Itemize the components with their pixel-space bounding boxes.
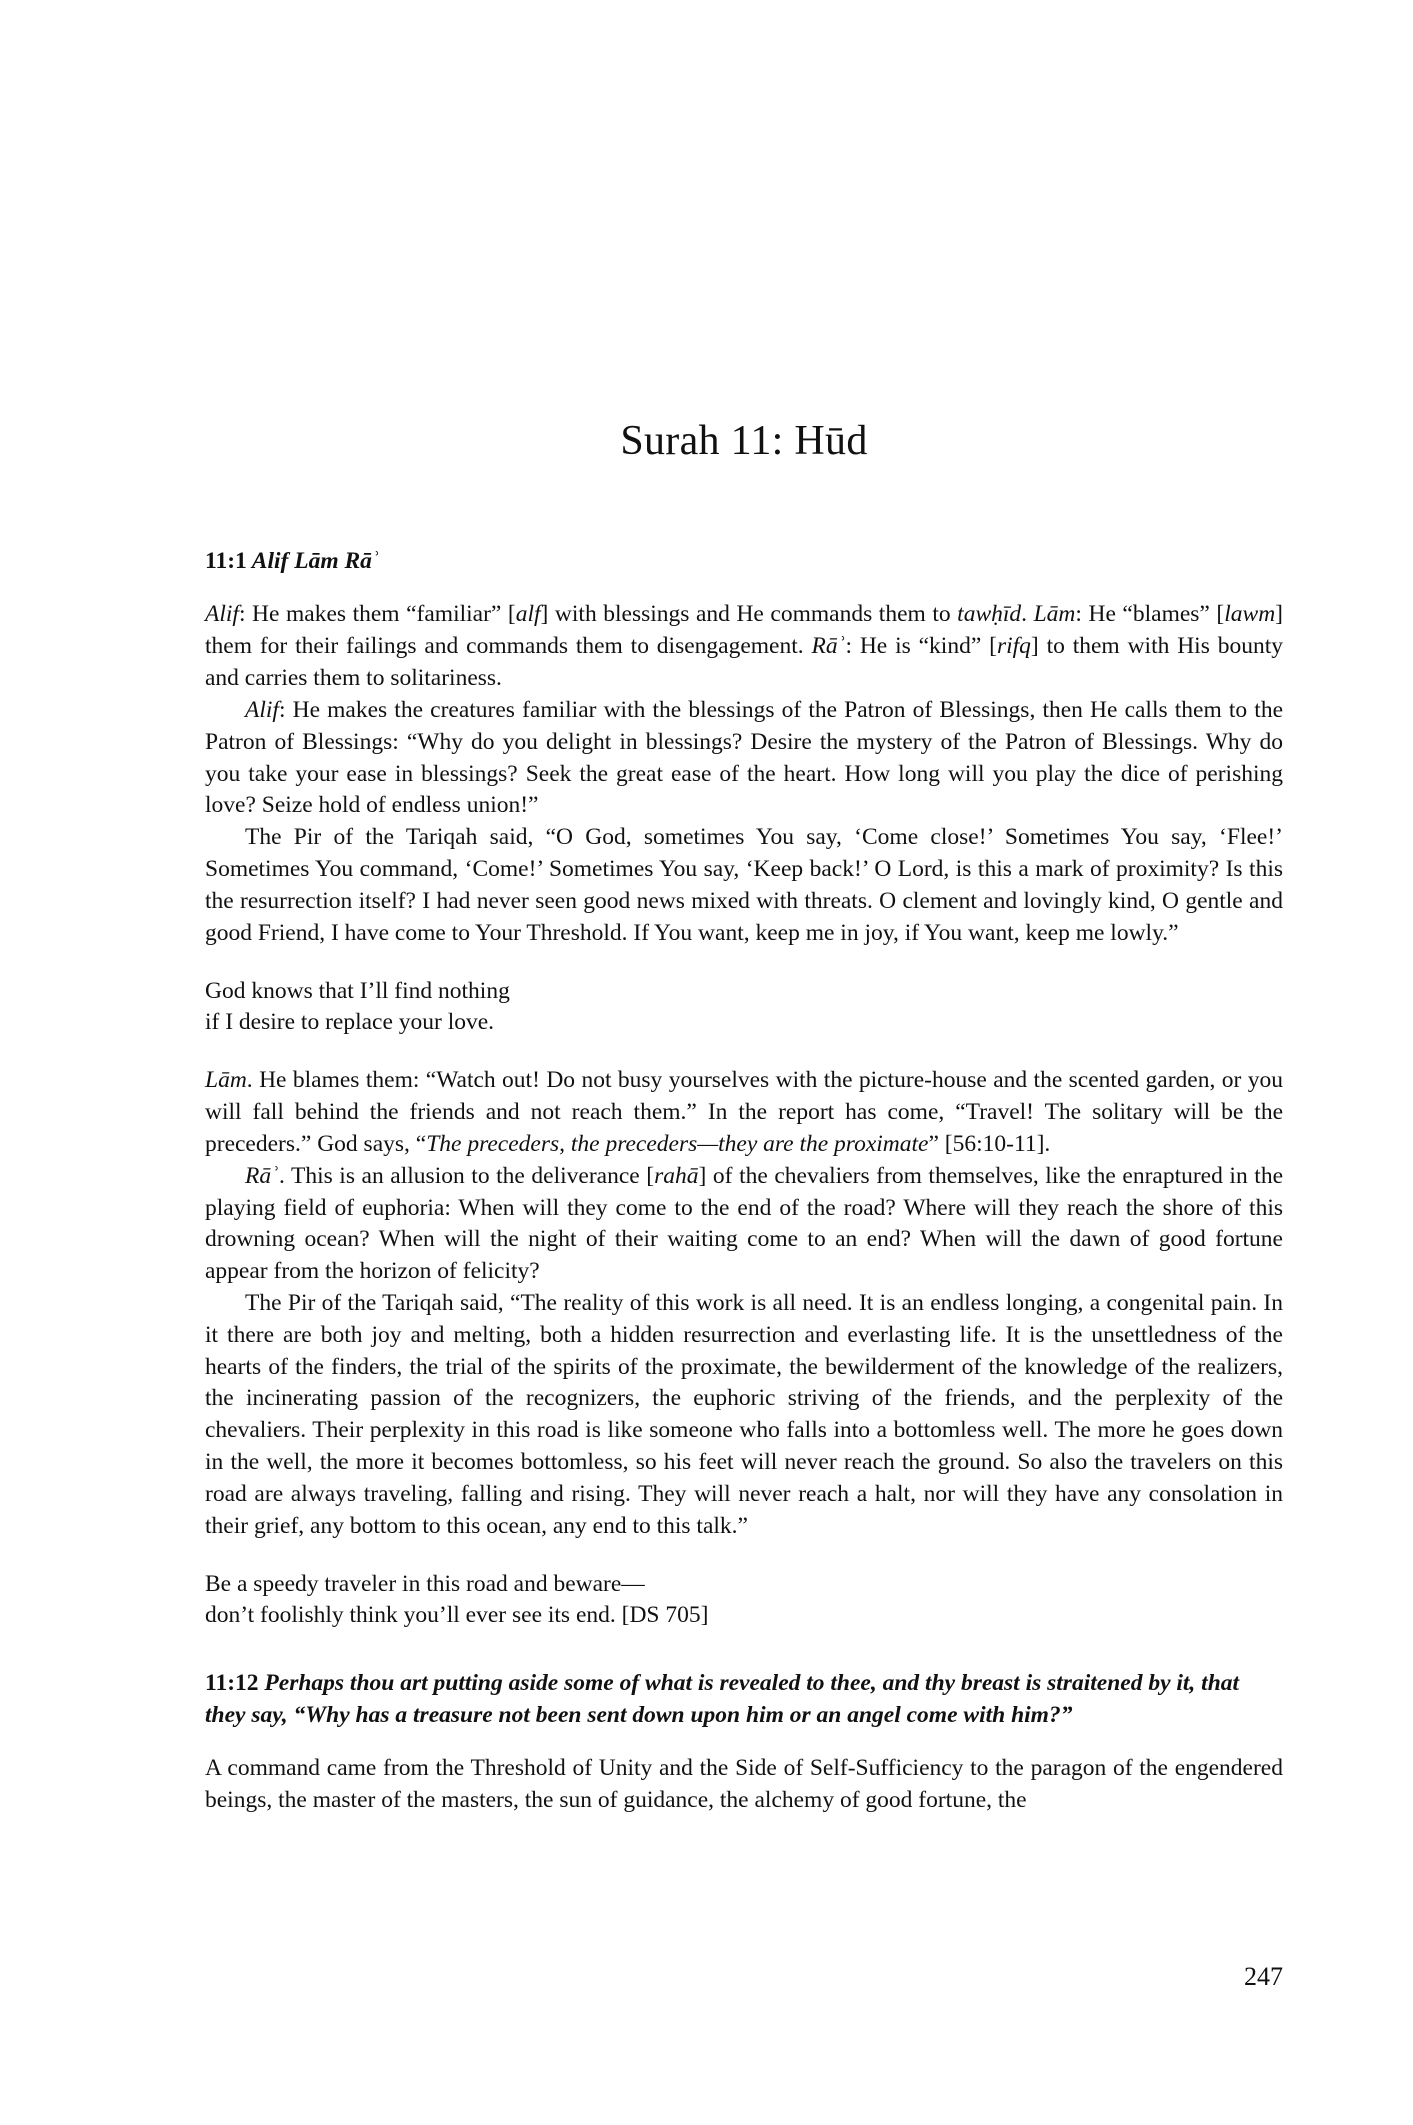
text-run: : He is “kind” [ xyxy=(845,633,997,660)
paragraph-alif-lam-ra-gloss xyxy=(205,599,1283,694)
italic-run: rifq xyxy=(996,633,1031,660)
italic-run: rahā xyxy=(654,1162,699,1189)
italic-run: Lām xyxy=(205,1067,247,1094)
text-run: ” [56:10-11]. xyxy=(928,1130,1051,1157)
italic-run: Rāʾ xyxy=(245,1162,279,1189)
text-run: : He makes the creatures familiar with the blessings of the Patron of Blessings, then He calls them to the Patron of Blessings: “Why do you delight in blessings? Desire the mystery of the Patron of Blessings. Why do you take your ease in blessings? Seek the great ease of the heart. How long will you play the dice of perishing love? Seize hold of endless union!” xyxy=(205,696,1283,819)
text-run: The Pir of the Tariqah said, “The reality of this work is all need. It is an endless longing, a congenital pain. In it there are both joy and melting, both a hidden resurrection and everlasting life. It is the unsettledness of the hearts of the finders, the trial of the spirits of the proximate, the bewilderment of the knowledge of the realizers, the incinerating passion of the recognizers, the euphoric striving of the friends, and the perplexity of the chevaliers. Their perplexity in this road is like someone who falls into a bottomless well. The more he goes down in the well, the more it becomes bottomless, so his feet will never reach the ground. So also the travelers on this road are always traveling, falling and rising. They will never reach a halt, nor will they have any consolation in their grief, any bottom to this ocean, any end to this talk.” xyxy=(205,1290,1283,1539)
verse-heading-text: Perhaps thou art putting aside some of what is revealed to thee, and thy breast is straitened by it, that they say, “Why has a treasure not been sent down upon him or an angel come with him?” xyxy=(205,1670,1240,1728)
text-column xyxy=(205,0,1283,1816)
poem-line: Be a speedy traveler in this road and beware— xyxy=(205,1570,645,1597)
paragraph-ra-gloss xyxy=(205,1161,1283,1288)
italic-run: The preceders, the preceders—they are the proximate xyxy=(426,1130,929,1157)
text-run: : He “blames” [ xyxy=(1075,601,1225,628)
verse-heading-11-1 xyxy=(205,546,1283,577)
text-run: . This is an allusion to the deliverance [ xyxy=(278,1162,655,1189)
text-run: The Pir of the Tariqah said, “O God, sometimes You say, ‘Come close!’ Sometimes You say, ‘Flee!’ Sometimes You command, ‘Come!’ Sometimes You say, ‘Keep back!’ O Lord, is this a mark of proximity? Is this the resurrection itself? I had never seen good news mixed with threats. O clement and lovingly kind, O gentle and good Friend, I have come to Your Threshold. If You want, keep me in joy, if You want, keep me lowly.” xyxy=(205,824,1283,946)
italic-run: Rāʾ xyxy=(811,633,846,660)
verse-heading-text: Alif Lām Rāʾ xyxy=(251,548,380,575)
poem-god-knows xyxy=(205,976,1283,1040)
verse-reference: 11:12 xyxy=(205,1670,259,1697)
poem-speedy-traveler xyxy=(205,1569,1283,1633)
paragraph-command-threshold xyxy=(205,1753,1283,1817)
poem-line: don’t foolishly think you’ll ever see its end. [DS 705] xyxy=(205,1602,709,1629)
italic-run: alf xyxy=(515,601,541,628)
italic-run: lawm xyxy=(1224,601,1276,628)
italic-run: Alif xyxy=(245,696,279,723)
verse-reference: 11:1 xyxy=(205,548,247,575)
text-run: . He blames them: “Watch out! Do not busy yourselves with the picture-house and the scented garden, or you will fall behind the friends and not reach them.” In the report has come, “Travel! The solitary will be the preceders.” God says, “ xyxy=(205,1067,1283,1157)
page-title: Surah 11: Hūd xyxy=(620,418,868,464)
poem-line: God knows that I’ll find nothing xyxy=(205,977,510,1004)
paragraph-pir-tariqah-1 xyxy=(205,822,1283,949)
italic-run: tawḥīd xyxy=(957,601,1022,628)
text-run: ] them for their failings and commands them to disengagement. xyxy=(205,601,1283,660)
poem-line: if I desire to replace your love. xyxy=(205,1009,495,1036)
text-run: : He makes them “familiar” [ xyxy=(238,601,516,628)
italic-run: Lām xyxy=(1033,601,1076,628)
text-run: ] to them with His bounty and carries them to solitariness. xyxy=(205,633,1283,692)
verse-heading-11-12 xyxy=(205,1668,1283,1731)
text-run: . xyxy=(1021,601,1034,628)
page-number: 247 xyxy=(1244,1962,1283,1991)
paragraph-lam-gloss xyxy=(205,1065,1283,1160)
paragraph-pir-tariqah-2 xyxy=(205,1288,1283,1543)
text-run: ] of the chevaliers from themselves, like the enraptured in the playing field of euphoria: When will they come to the end of the road? Where will they reach the shore of this drowning ocean? When will the night of their waiting come to an end? When will the dawn of good fortune appear from the horizon of felicity? xyxy=(205,1162,1283,1285)
text-run: A command came from the Threshold of Unity and the Side of Self-Sufficiency to the paragon of the engendered beings, the master of the masters, the sun of guidance, the alchemy of good fortune, the xyxy=(205,1754,1283,1813)
italic-run: Alif xyxy=(205,601,239,628)
text-run: ] with blessings and He commands them to xyxy=(540,601,958,628)
paragraph-alif-expansion xyxy=(205,695,1283,822)
